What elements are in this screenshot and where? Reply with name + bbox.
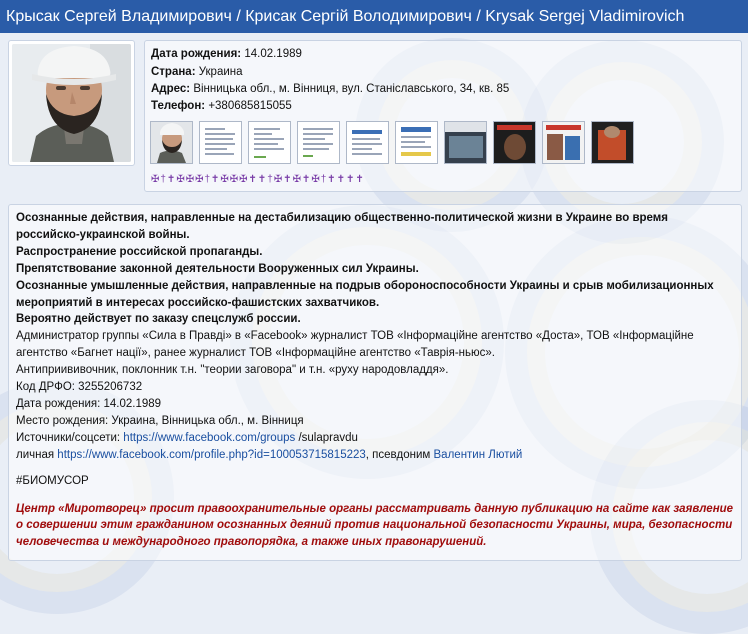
phone-row xyxy=(151,99,292,113)
address-value: Вінницька обл., м. Вінниця, вул. Станіславського, 34, кв. 85 xyxy=(193,83,510,95)
appeal-brand: Центр «Миротворец» xyxy=(16,502,147,515)
profile-photo-card xyxy=(8,40,135,166)
phone-value: +380685815055 xyxy=(208,100,292,112)
sources-prefix: Источники/соцсети: xyxy=(16,431,124,444)
sources-line xyxy=(16,430,734,447)
code-line: Код ДРФО: 3255206732 xyxy=(16,381,143,394)
accusation-line-5: Вероятно действует по заказу спецслужб россии. xyxy=(16,313,301,326)
thumbnail-document[interactable] xyxy=(346,121,389,164)
accusation-line-3: Препятствование законной деятельности Вооруженных сил Украины. xyxy=(16,262,419,275)
appeal-text xyxy=(16,501,734,552)
main-content-card xyxy=(8,204,742,561)
hashtag: #БИОМУСОР xyxy=(16,474,89,487)
birth-row xyxy=(151,47,302,61)
personal-mid: , псевдоним xyxy=(365,448,434,461)
place-line: Место рождения: Украина, Вінницька обл., м. Вінниця xyxy=(16,414,304,427)
thumbnail-screenshot[interactable] xyxy=(591,121,634,164)
personal-prefix: личная xyxy=(16,448,58,461)
tags-line xyxy=(151,174,365,185)
thumbnail-document[interactable] xyxy=(248,121,291,164)
alias-link[interactable]: Валентин Лютий xyxy=(433,448,523,461)
thumbnail-document[interactable] xyxy=(199,121,242,164)
country-value: Украина xyxy=(198,66,243,78)
evidence-thumbnails xyxy=(150,121,634,165)
birth-value: 14.02.1989 xyxy=(244,48,302,60)
country-row xyxy=(151,65,243,79)
admin-line: Администратор группы «Сила в Правді» в «Facebook» журналист ТОВ «Інформаційне агентство «Доста», ТОВ «Інформаційне агентство «Багнет нації», ранее журналист ТОВ «Інформаційне агентство «Таврія-ньюс». xyxy=(16,330,694,360)
phone-label: Телефон: xyxy=(151,100,206,112)
thumbnail-photo[interactable] xyxy=(150,121,193,164)
page-title: Крысак Сергей Владимирович / Крисак Сергій Володимирович / Krysak Sergej Vladimirovich xyxy=(0,0,748,33)
thumbnail-document[interactable] xyxy=(297,121,340,164)
address-label: Адрес: xyxy=(151,83,191,95)
address-row xyxy=(151,82,509,96)
sources-suffix: /sulapravdu xyxy=(295,431,358,444)
thumbnail-screenshot[interactable] xyxy=(542,121,585,164)
sources-link[interactable]: https://www.facebook.com/groups xyxy=(123,431,296,444)
personal-line xyxy=(16,447,734,464)
birth-line: Дата рождения: 14.02.1989 xyxy=(16,397,162,410)
appeal-body: просит правоохранительные органы рассматривать данную публикацию на сайте как заявление о совершении этим гражданином осознанных деяний против национальной безопасности Украины, мира, безопасности человечества и международного правопорядка, а также иных правонарушений. xyxy=(16,502,734,549)
personal-link[interactable]: https://www.facebook.com/profile.php?id=100053715815223 xyxy=(57,448,366,461)
thumbnail-document[interactable] xyxy=(395,121,438,164)
thumbnail-screenshot[interactable] xyxy=(493,121,536,164)
tags-text: ✠†✝✠✠✠†✝✠✠✠✝✝†✠✝✠✝✠†✝✝✝✝ xyxy=(151,174,365,185)
country-label: Страна: xyxy=(151,66,196,78)
profile-photo[interactable] xyxy=(12,44,131,162)
profile-info-card xyxy=(144,40,742,192)
accusation-line-4: Осознанные умышленные действия, направленные на подрыв обороноспособности Украины и срыв мобилизационных мероприятий в интересах российско-фашистских захватчиков. xyxy=(16,279,714,309)
birth-label: Дата рождения: xyxy=(151,48,242,60)
accusation-line-2: Распространение российской пропаганды. xyxy=(16,245,263,258)
person-photo-icon xyxy=(151,122,192,163)
thumbnail-screenshot[interactable] xyxy=(444,121,487,164)
accusation-line-1: Осознанные действия, направленные на дестабилизацию общественно-политической жизни в Украине во время российско-украинской войны. xyxy=(16,212,668,241)
person-photo-icon xyxy=(12,44,131,162)
anti-line: Антиприививочник, поклонник т.н. "теории заговора" и т.н. «руху народовладдя». xyxy=(16,364,449,377)
